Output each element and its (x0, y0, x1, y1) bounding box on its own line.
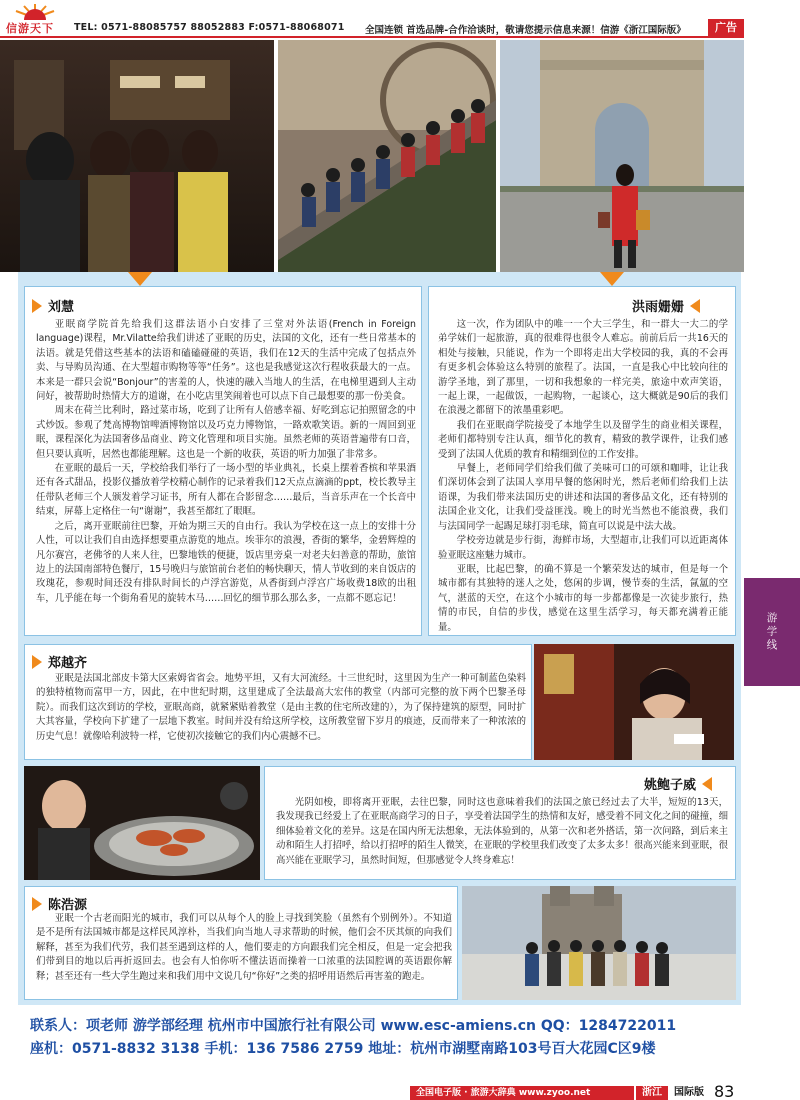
paragraph: 我们在亚眠商学院接受了本地学生以及留学生的商业相关课程，老师们都特别专注认真，细节化的教育，精致的教学课件，让我们感受到了法国人优质的教育和精细到位的工作安排。 (438, 419, 728, 460)
arrow-right-icon (32, 897, 42, 911)
paragraph: 亚眠是法国北部皮卡第大区索姆省省会。地势平坦，又有大河流经。十三世纪时，这里因为生产一种可制蓝色染料的独特植物而富甲一方，因此，在中世纪时期，这里建成了全法最高大宏伟的教堂（内部可完整的放下两个巴黎圣母院）。而我们这次到访的学校，亚眠高商，就紧紧贴着教堂（是由主教的住宅所改建的），为了保持建筑的原型，同时扩大其容量，学校向下扩建了一层地下教室。时间并没有给这所学校，这所教堂留下岁月的痕迹，反而带来了一种浓浓的历史气息！就像哈利波特一样，它使初次接触它的我们内心震撼不已。 (36, 673, 526, 742)
author-name-text: 洪雨姗姗 (632, 300, 685, 315)
photo-group-staircase (278, 40, 496, 272)
paragraph: 学校旁边就是步行街，海鲜市场，大型超市,让我们可以近距离体验亚眠这座魅力城市。 (438, 535, 728, 561)
section-side-tab: 游学线 (744, 578, 800, 686)
arrow-right-icon (32, 299, 42, 313)
arrow-right-icon (32, 655, 42, 669)
footer-source: 全国电子版 · 旅游大辞典 www.zyoo.net (410, 1086, 634, 1100)
header-divider (0, 36, 744, 38)
header-contact: TEL: 0571-88085757 88052883 F:0571-88068071 (74, 22, 345, 33)
author-name-text: 陈浩源 (48, 898, 88, 913)
page-header (0, 0, 800, 38)
page-number: 83 (714, 1082, 735, 1100)
author-name-text: 郑越齐 (48, 656, 88, 671)
author-name-liu-hui (32, 296, 74, 315)
photo-group-notre-dame (462, 886, 736, 1000)
footer-bar (410, 1086, 710, 1100)
author-name-text: 刘慧 (48, 300, 75, 315)
paragraph: 在亚眠的最后一天，学校给我们举行了一场小型的毕业典礼，长桌上摆着香槟和苹果酒还有各式甜品，投影仪播放着学校精心制作的记录着我们12天点点滴滴的ppt，校长教导主任带队老师三个人颁发着学习证书，所有人都在合影留念……最后，当音乐声在一个长音中结束，屏幕上定格住一句“谢谢”，我甚至都红了眼眶。 (36, 463, 416, 518)
header-notice: 全国连锁 首选品牌-合作洽谈时，敬请您提示信息来源！信游《浙江国际版》 (365, 25, 686, 36)
arrow-left-icon (690, 299, 700, 313)
paragraph: 亚眠一个古老而阳光的城市，我们可以从每个人的脸上寻找到笑脸（虽然有个别例外）。不知道是不是所有法国城市都是这样民风淳朴，当我们向当地人寻求帮助的时候，他们会不厌其烦的向我们解释，甚至为我们代劳，我们甚至遇到这样的人，他们要走的方向跟我们完全相反，但是一定会把我们带到目的地以后再折返回去。也会有人怕你听不懂法语而操着一口浓重的法国腔调的英语跟你解释；甚至还有一些大学生跑过来和我们用中文说几句“你好”之类的招呼用语然后再害羞的跑走。 (36, 913, 452, 982)
paragraph: 早餐上，老师同学们给我们做了美味可口的可颂和咖啡，让让我们深切体会到了法国人享用早餐的悠闲时光，然后老师们给我们上法语课，为我们带来法国历史的讲述和法国的奢侈品文化，还有特别的法国企业文化，让我们受益匪浅。晚上的时光当然也不能浪费，我们与法国同学一起踢足球打羽毛球，简直可以说是中法大战。 (438, 463, 728, 532)
photo-students-street-night (0, 40, 274, 272)
ad-badge: 广告 (708, 19, 744, 36)
contact-line-2: 座机：0571-8832 3138 手机：136 7586 2759 地址：杭州市湖墅南路103号百大花园C区9楼 (30, 1041, 656, 1057)
author-name-yao-baoziwei (644, 774, 712, 793)
paragraph: 这一次，作为团队中的唯一一个大三学生，和一群大一大二的学弟学妹们一起旅游，真的很难得也很令人难忘。前前后后一共16天的相处与接触，只能说，作为一个即将走出大学校园的我，真的不会再有更多机会体验这么特别的旅程了。法国，一直是我心中比较向往的游学圣地，到了那里，一切和我想象的一样完美，旅途中欢声笑语，一起上课，一起做饭，一起购物，一起谈心，这大概就是90后的我们在浪漫之都留下的浓墨重彩吧。 (438, 319, 728, 417)
footer-edition: 国际版 (668, 1086, 710, 1100)
contact-line-1: 联系人：项老师 游学部经理 杭州市中国旅行社有限公司 www.esc-amiens.cn QQ：1284722011 (30, 1018, 677, 1034)
photo-seafood-dinner (24, 766, 260, 880)
paragraph: 之后，离开亚眠前往巴黎，开始为期三天的自由行。我认为学校在这一点上的安排十分人性，可以让我们自由选择想要重点游览的地点。埃菲尔的浪漫，香街的繁华，金碧辉煌的凡尔赛宫，老佛爷的人来人往，巴黎地铁的便捷，饭店里旁桌一对老夫妇善意的帮助，旅馆边上的法国南部特色餐厅，15号晚归与旅馆前台老伯的畅快聊天，情人节收到的来自饭店的玫瑰花，参观时间还没有排队时间长的卢浮宫游览，从香街到卢浮宫广场收费18欧的出租车，几乎能在每一个街角看见的旋转木马……回忆的细节那么那么多，一点都不愿忘记！ (36, 520, 416, 604)
article-liu-hui (36, 318, 416, 632)
article-chen-haoyuan (36, 912, 452, 998)
pointer-triangle-icon (600, 272, 624, 286)
photo-girl-cafe (534, 644, 734, 760)
pointer-triangle-icon (128, 272, 152, 286)
arrow-left-icon (702, 777, 712, 791)
paragraph: 亚眠，比起巴黎，的确不算是一个繁荣发达的城市，但是每一个城市都有其独特的迷人之处，悠闲的步调，慢节奏的生活，氤氲的空气，湛蓝的天空，在这个小城市的每一步都都像是一次徒步旅行，热情的市民，自信的步伐，感觉在这里生活学习，每天都充满着正能量。 (438, 563, 728, 632)
author-name-text: 姚鲍子威 (644, 778, 697, 793)
article-yao-baoziwei (276, 796, 728, 878)
photo-arc-de-triomphe (500, 40, 744, 272)
logo-text: 信游天下 (6, 22, 54, 35)
paragraph: 周末在荷兰比利时，路过菜市场，吃到了让所有人倍感幸福、好吃到忘记拍照留念的中式炒饭。参观了梵高博物馆啤酒博物馆以及巧克力博物馆，一路欢歌笑语。新的一周回到亚眠，课程深化为法国奢侈品商业、跨文化管理和项目实施。虽然老师的英语普遍带有口音，但只要认真听，居然也都能理解。这也是一个新的收获，英语的听力加强了非常多。 (36, 405, 416, 460)
article-zheng-yueqi (36, 672, 526, 758)
author-name-chen-haoyuan (32, 894, 87, 913)
article-hong-yu (438, 318, 728, 632)
footer-region: 浙江 (634, 1086, 668, 1100)
paragraph: 亚眠商学院首先给我们这群法语小白安排了三堂对外法语(French in Foreign language)课程，Mr.Vilatte给我们讲述了亚眠的历史，法国的文化，还有一些日常基本的法语。就是凭借这些基本的法语和磕磕碰碰的英语，我们在12天的生活中完成了包括点外卖、与导购员沟通、在大型超市购物等等“任务”。这也是我感觉这次行程收获最大的一点。本来是一群只会说“Bonjour”的害羞的人，快速的融入当地人的生活，在电梯里遇到人主动问好，被帮助时热情大方的道谢，在小吃店里笑闹着也可以点下自己最想要的那一份美食。 (36, 319, 416, 403)
author-name-zheng-yueqi (32, 652, 87, 671)
author-name-hong-yu (632, 296, 700, 315)
paragraph: 光阴如梭，即将离开亚眠，去往巴黎，同时这也意味着我们的法国之旅已经过去了大半，短短的13天，我发现我已经爱上了在亚眠高商学习的日子，享受着法国学生的热情和友好，感受着不同文化之间的碰撞，细细体验着文化的差异。这是在国内所无法想象，无法体验到的，从第一次和老外搭话，第一次问路，到后来主动和陌生人打招呼，给以打招呼的陌生人微笑，在亚眠的学校里我们改变了太多太多！很高兴能来到亚眠，很高兴能在亚眠学习，虽然时间短，但那感觉令人终身难忘！ (276, 797, 728, 866)
